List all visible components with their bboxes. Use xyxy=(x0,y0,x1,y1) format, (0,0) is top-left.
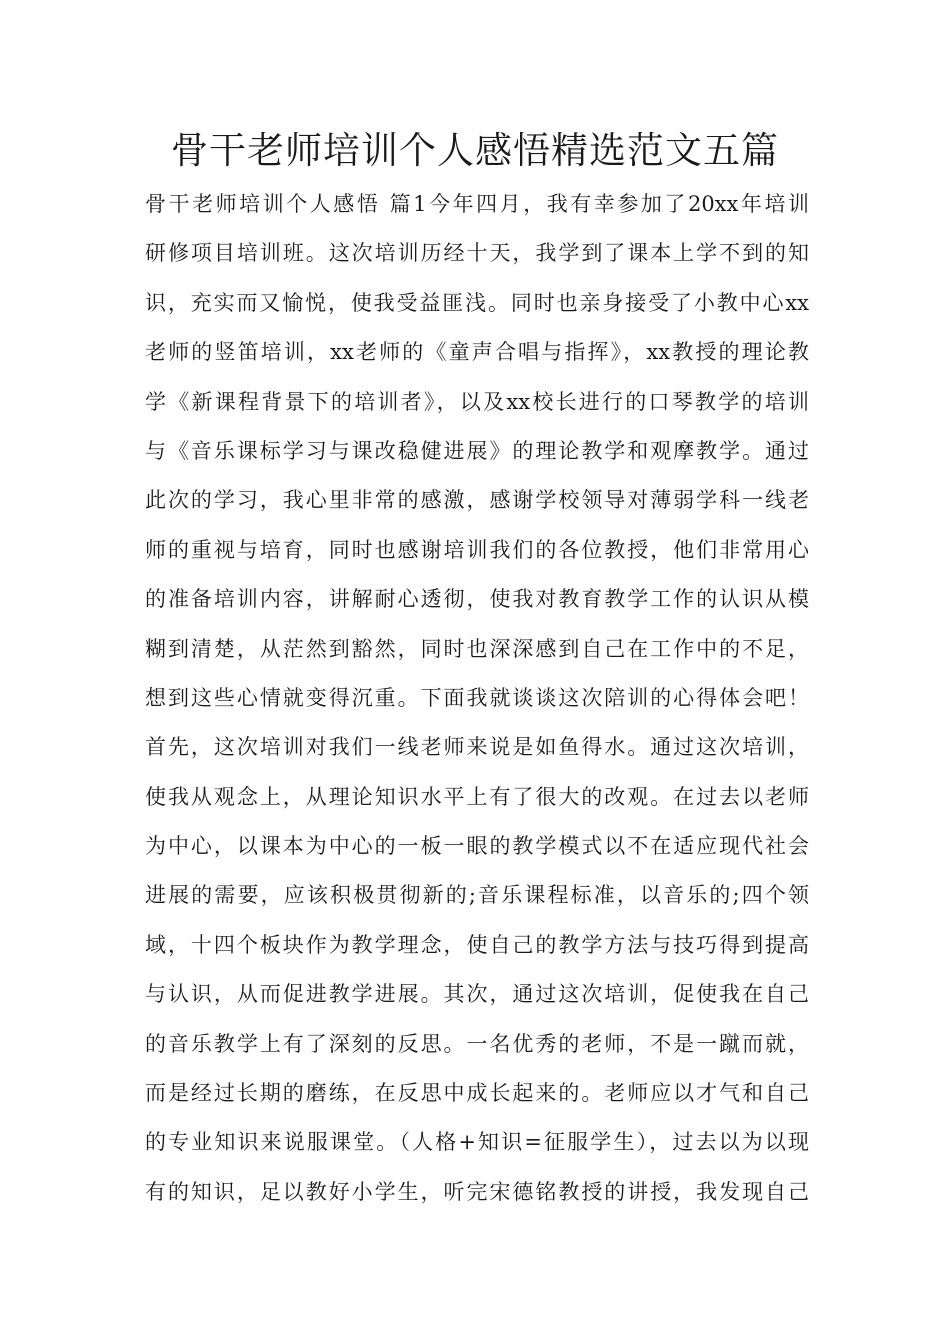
body-line: 域，十四个板块作为教学理念，使自己的教学方法与技巧得到提高 xyxy=(145,932,809,957)
body-line: 的专业知识来说服课堂。（人格+知识=征服学生），过去以为以现 xyxy=(145,1130,809,1155)
body-line: 的音乐教学上有了深刻的反思。一名优秀的老师，不是一蹴而就， xyxy=(145,1031,809,1056)
body-line: 与认识，从而促进教学进展。其次，通过这次培训，促使我在自己 xyxy=(145,982,809,1007)
body-line: 骨干老师培训个人感悟 篇1今年四月，我有幸参加了20xx年培训 xyxy=(145,192,809,216)
body-line: 的准备培训内容，讲解耐心透彻，使我对教育教学工作的认识从模 xyxy=(145,587,809,612)
body-line: 师的重视与培育，同时也感谢培训我们的各位教授，他们非常用心 xyxy=(145,537,809,562)
body-line: 有的知识，足以教好小学生，听完宋德铭教授的讲授，我发现自己 xyxy=(145,1179,809,1204)
body-line: 识，充实而又愉悦，使我受益匪浅。同时也亲身接受了小教中心xx xyxy=(145,290,809,315)
body-line: 使我从观念上，从理论知识水平上有了很大的改观。在过去以老师 xyxy=(145,784,809,809)
body-line: 研修项目培训班。这次培训历经十天，我学到了课本上学不到的知 xyxy=(145,241,809,266)
body-line: 首先，这次培训对我们一线老师来说是如鱼得水。通过这次培训， xyxy=(145,735,809,760)
body-line: 此次的学习，我心里非常的感激，感谢学校领导对薄弱学科一线老 xyxy=(145,488,809,513)
document-body xyxy=(145,180,809,1217)
body-line: 糊到清楚，从茫然到豁然，同时也深深感到自己在工作中的不足， xyxy=(145,636,809,661)
body-line: 而是经过长期的磨练，在反思中成长起来的。老师应以才气和自己 xyxy=(145,1081,809,1106)
body-line: 为中心，以课本为中心的一板一眼的教学模式以不在适应现代社会 xyxy=(145,834,809,859)
body-line: 想到这些心情就变得沉重。下面我就谈谈这次陪训的心得体会吧！ xyxy=(145,685,809,710)
body-line: 学《新课程背景下的培训者》，以及xx校长进行的口琴教学的培训 xyxy=(145,389,809,414)
body-line: 进展的需要，应该积极贯彻新的;音乐课程标准，以音乐的;四个领 xyxy=(145,883,809,908)
document-title: 骨干老师培训个人感悟精选范文五篇 xyxy=(171,129,779,172)
body-line: 与《音乐课标学习与课改稳健进展》的理论教学和观摩教学。通过 xyxy=(145,438,809,463)
body-line: 老师的竖笛培训，xx老师的《童声合唱与指挥》，xx教授的理论教 xyxy=(145,340,809,365)
